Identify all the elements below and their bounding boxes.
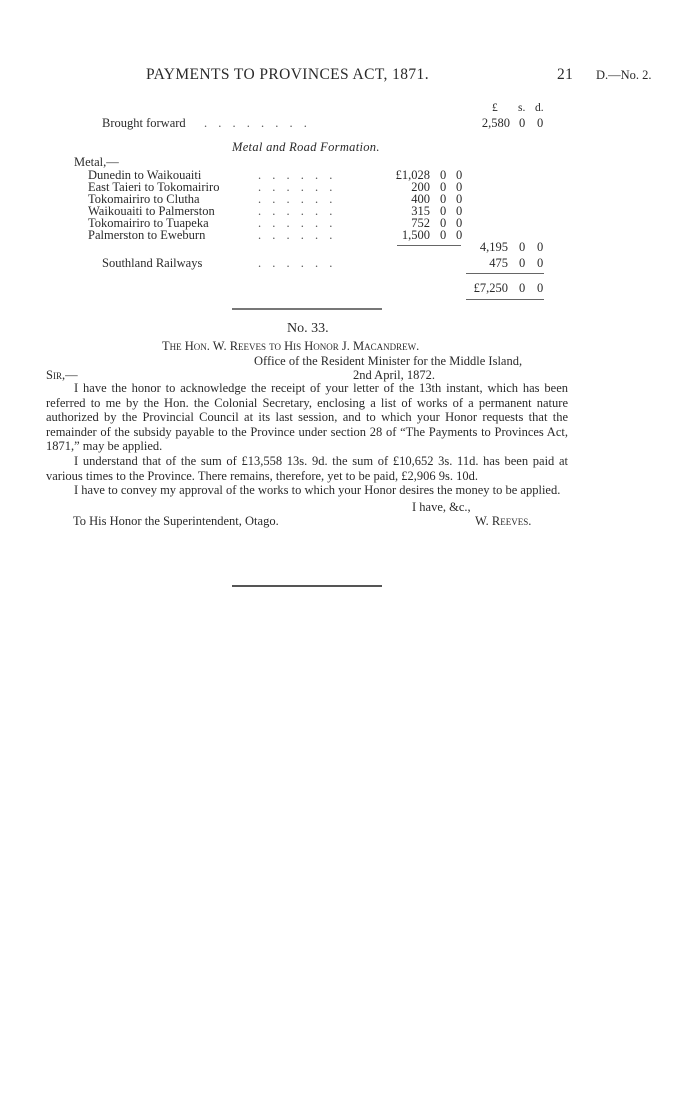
item-leaders: . . . . . . <box>258 204 333 218</box>
item-label: East Taieri to Tokomairiro <box>88 180 220 194</box>
southland-leaders: . . . . . . <box>258 256 333 270</box>
letter-office: Office of the Resident Minister for the Middle Island, <box>254 354 523 368</box>
letter-paragraph: I understand that of the sum of £13,558 13s. 9d. the sum of £10,652 3s. 11d. has been paid at various times to the Province. There remains, therefore, yet to be paid, £2,906 9s. 10d. <box>46 453 568 483</box>
item-shillings: 0 <box>440 192 447 206</box>
item-leaders: . . . . . . <box>258 216 333 230</box>
letter-date: 2nd April, 1872. <box>353 368 435 382</box>
letter-from-to: The Hon. W. Reeves to His Honor J. Macandrew. <box>162 339 420 353</box>
item-label: Palmerston to Eweburn <box>88 228 206 242</box>
total-rule-bottom <box>466 299 544 300</box>
item-pounds: 200 <box>411 180 430 194</box>
page-number: 21 <box>557 66 574 83</box>
currency-header-pounds: £ <box>492 102 498 114</box>
page-title: PAYMENTS TO PROVINCES ACT, 1871. <box>146 66 429 83</box>
total-rule-top <box>466 273 544 274</box>
item-label: Waikouaiti to Palmerston <box>88 204 215 218</box>
subtotal-pounds: 4,195 <box>479 240 508 254</box>
letter-salutation: Sir,— <box>46 368 78 382</box>
letter-closing: I have, &c., <box>412 500 471 514</box>
group-label: Metal,— <box>74 155 119 169</box>
item-leaders: . . . . . . <box>258 228 333 242</box>
letter-addressee: To His Honor the Superintendent, Otago. <box>73 514 279 528</box>
currency-header-pence: d. <box>535 102 544 114</box>
subtotal-pence: 0 <box>537 240 544 254</box>
item-shillings: 0 <box>440 216 447 230</box>
brought-forward-pounds: 2,580 <box>481 116 510 130</box>
currency-header-shillings: s. <box>518 102 526 114</box>
item-label: Tokomairiro to Clutha <box>88 192 200 206</box>
section-divider <box>232 308 382 310</box>
brought-forward-shillings: 0 <box>519 116 526 130</box>
item-pounds: 1,500 <box>401 228 430 242</box>
section-title: Metal and Road Formation. <box>232 140 380 154</box>
item-shillings: 0 <box>440 204 447 218</box>
item-label: Tokomairiro to Tuapeka <box>88 216 209 230</box>
item-pounds: 400 <box>411 192 430 206</box>
letter-signature: W. Reeves. <box>475 514 532 528</box>
item-pounds: 752 <box>411 216 430 230</box>
item-pence: 0 <box>456 180 463 194</box>
letter-paragraph: I have to convey my approval of the works to which your Honor desires the money to be applied. <box>74 483 561 498</box>
item-pence: 0 <box>456 192 463 206</box>
letter-paragraph: I have the honor to acknowledge the receipt of your letter of the 13th instant, which has been referred to me by the Hon. the Colonial Secretary, enclosing a list of works of a permanent nature authorized by the Provincial Council at its last session, and to which your Honor requests that the remainder of the subsidy payable to the Province under section 28 of “The Payments to Provinces Act, 1871,” may be applied. <box>46 381 568 454</box>
document-reference: D.—No. 2. <box>596 68 652 82</box>
item-shillings: 0 <box>440 168 447 182</box>
item-shillings: 0 <box>440 180 447 194</box>
subtotal-rule <box>397 245 461 246</box>
item-pence: 0 <box>456 216 463 230</box>
brought-forward-label: Brought forward <box>102 116 186 130</box>
total-pounds: £7,250 <box>473 281 508 295</box>
item-leaders: . . . . . . <box>258 180 333 194</box>
end-rule <box>232 585 382 587</box>
item-pounds: £1,028 <box>395 168 430 182</box>
southland-pounds: 475 <box>489 256 508 270</box>
item-leaders: . . . . . . <box>258 168 333 182</box>
item-pounds: 315 <box>411 204 430 218</box>
southland-pence: 0 <box>537 256 544 270</box>
item-pence: 0 <box>456 168 463 182</box>
letter-number: No. 33. <box>287 321 329 336</box>
subtotal-shillings: 0 <box>519 240 526 254</box>
item-pence: 0 <box>456 204 463 218</box>
item-shillings: 0 <box>440 228 447 242</box>
total-pence: 0 <box>537 281 544 295</box>
total-shillings: 0 <box>519 281 526 295</box>
item-leaders: . . . . . . <box>258 192 333 206</box>
item-label: Dunedin to Waikouaiti <box>88 168 202 182</box>
brought-forward-leaders: . . . . . . . . <box>204 116 307 130</box>
brought-forward-pence: 0 <box>537 116 544 130</box>
southland-label: Southland Railways <box>102 256 203 270</box>
southland-shillings: 0 <box>519 256 526 270</box>
item-pence: 0 <box>456 228 463 242</box>
letter-body <box>46 381 568 498</box>
